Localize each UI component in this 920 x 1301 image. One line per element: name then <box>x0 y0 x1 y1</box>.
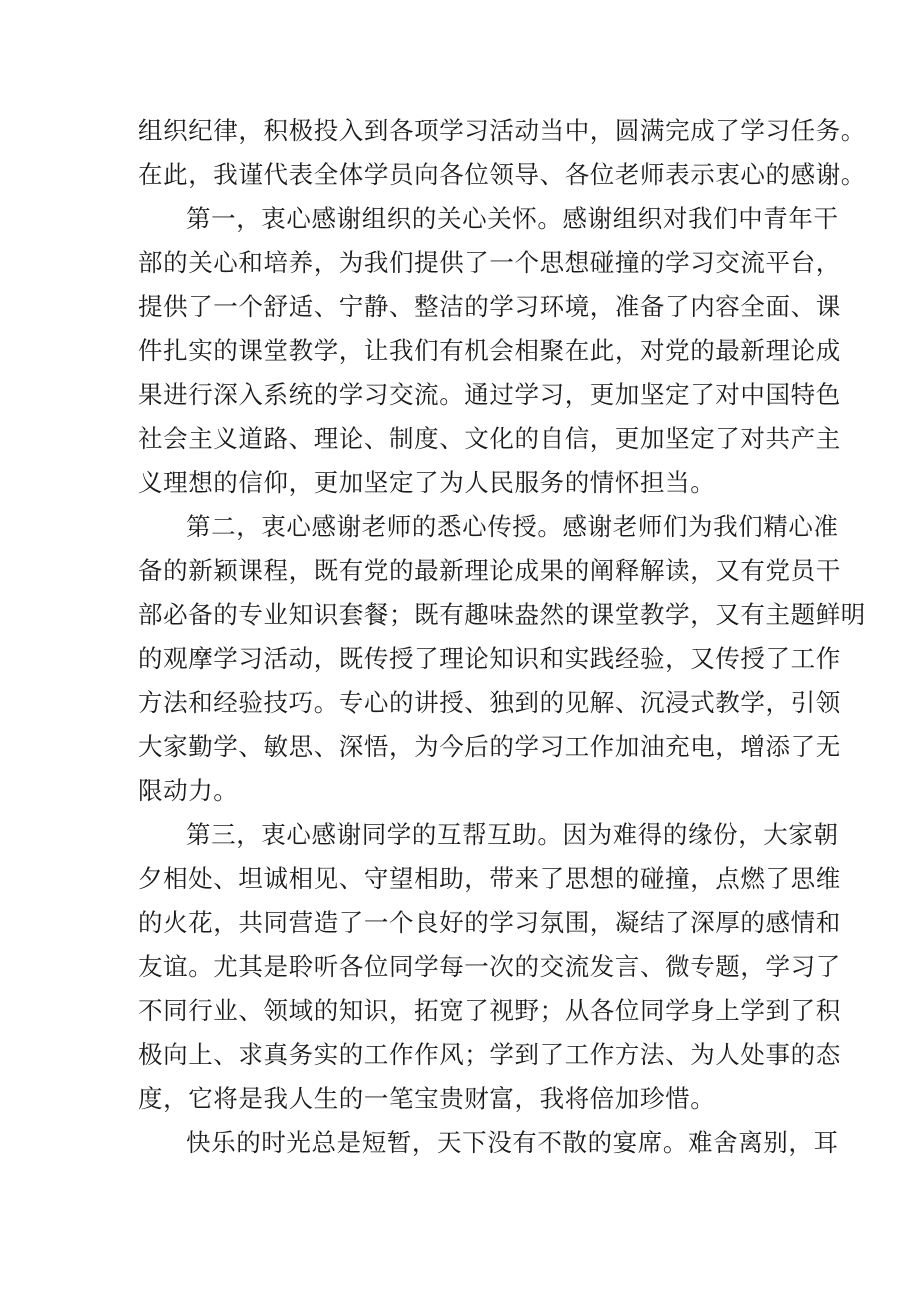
text-line: 件扎实的课堂教学，让我们有机会相聚在此，对党的最新理论成 <box>138 336 841 365</box>
text-line: 夕相处、坦诚相见、守望相助，带来了思想的碰撞，点燃了思维 <box>138 864 841 893</box>
text-line: 度，它将是我人生的一笔宝贵财富，我将倍加珍惜。 <box>138 1084 716 1113</box>
text-line: 第三，衷心感谢同学的互帮互助。因为难得的缘份，大家朝 <box>186 820 839 849</box>
text-line: 果进行深入系统的学习交流。通过学习，更加坚定了对中国特色 <box>138 380 841 409</box>
text-line: 在此，我谨代表全体学员向各位领导、各位老师表示衷心的感谢。 <box>138 160 866 189</box>
text-line: 组织纪律，积极投入到各项学习活动当中，圆满完成了学习任务。 <box>138 116 866 145</box>
text-line: 的火花，共同营造了一个良好的学习氛围，凝结了深厚的感情和 <box>138 908 841 937</box>
text-line: 第二，衷心感谢老师的悉心传授。感谢老师们为我们精心准 <box>186 512 839 541</box>
text-line: 大家勤学、敏思、深悟，为今后的学习工作加油充电，增添了无 <box>138 732 841 761</box>
text-line: 的观摩学习活动，既传授了理论知识和实践经验，又传授了工作 <box>138 644 841 673</box>
text-line: 提供了一个舒适、宁静、整洁的学习环境，准备了内容全面、课 <box>138 292 841 321</box>
text-line: 义理想的信仰，更加坚定了为人民服务的情怀担当。 <box>138 468 716 497</box>
text-line: 社会主义道路、理论、制度、文化的自信，更加坚定了对共产主 <box>138 424 841 453</box>
text-line: 极向上、求真务实的工作作风；学到了工作方法、为人处事的态 <box>138 1040 841 1069</box>
text-line: 第一，衷心感谢组织的关心关怀。感谢组织对我们中青年干 <box>186 204 839 233</box>
text-line: 限动力。 <box>138 776 239 805</box>
text-line: 部必备的专业知识套餐；既有趣味盎然的课堂教学，又有主题鲜明 <box>138 600 866 629</box>
text-line: 备的新颖课程，既有党的最新理论成果的阐释解读，又有党员干 <box>138 556 841 585</box>
text-line: 友谊。尤其是聆听各位同学每一次的交流发言、微专题，学习了 <box>138 952 841 981</box>
text-line: 方法和经验技巧。专心的讲授、独到的见解、沉浸式教学，引领 <box>138 688 841 717</box>
text-line: 快乐的时光总是短暂，天下没有不散的宴席。难舍离别，耳 <box>186 1128 839 1157</box>
text-line: 部的关心和培养，为我们提供了一个思想碰撞的学习交流平台， <box>138 248 841 277</box>
text-line: 不同行业、领域的知识，拓宽了视野；从各位同学身上学到了积 <box>138 996 841 1025</box>
